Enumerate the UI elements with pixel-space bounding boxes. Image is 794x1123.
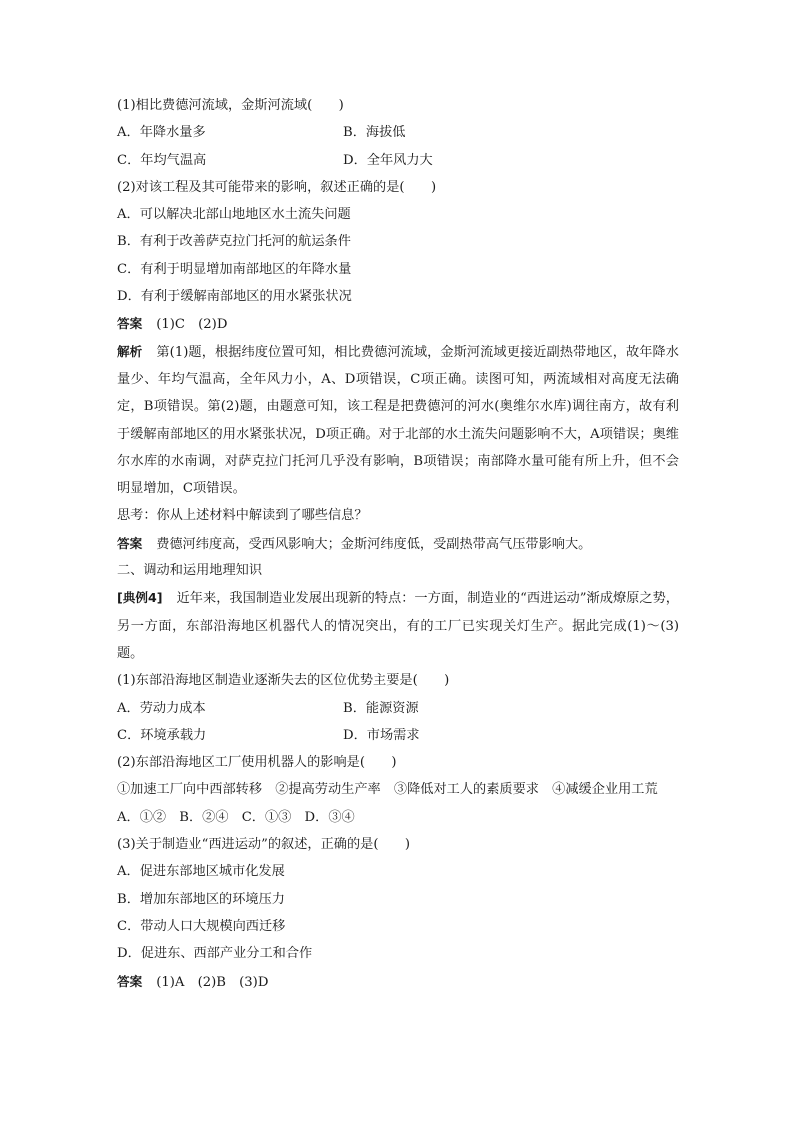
example-4-text: 近年来，我国制造业发展出现新的特点：一方面，制造业的“西进运动”渐成燎原之势，另一方面，东部沿海地区机器代人的情况突出，有的工厂已实现关灯生产。据此完成(1)～(3)题。 bbox=[117, 591, 679, 661]
example-4-question-1-option-a: A．劳动力成本 bbox=[117, 700, 206, 716]
question-2-option-b: B．有利于改善萨克拉门托河的航运条件 bbox=[117, 234, 351, 250]
think-answer-label: 答案 bbox=[117, 535, 143, 551]
question-1-options-row-2 bbox=[117, 147, 679, 174]
example-4-question-1-option-d: D．市场需求 bbox=[343, 727, 420, 743]
question-1-option-a: A．年降水量多 bbox=[117, 125, 206, 141]
example-4-question-2-statements: ①加速工厂向中西部转移 ②提高劳动生产率 ③降低对工人的素质要求 ④减缓企业用工荒 bbox=[117, 782, 658, 798]
question-2-option-d: D．有利于缓解南部地区的用水紧张状况 bbox=[117, 289, 352, 305]
question-1-options-row-1 bbox=[117, 119, 679, 146]
example-4-question-3-option-d: D．促进东、西部产业分工和合作 bbox=[117, 946, 313, 962]
answer-2-text: (1)A (2)B (3)D bbox=[156, 974, 269, 990]
example-4-question-1-options-row-2 bbox=[117, 722, 679, 749]
section-2-title: 二、调动和运用地理知识 bbox=[117, 563, 263, 579]
answer-block bbox=[117, 310, 679, 337]
answer-2-label: 答案 bbox=[117, 973, 143, 989]
analysis-text: 第(1)题，根据纬度位置可知，相比费德河流域，金斯河流域更接近副热带地区，故年降水量少、年均气温高，全年风力小，A、D项错误，C项正确。读图可知，两流域相对高度无法确定，B项错误。第(2)题，由题意可知，该工程是把费德河的河水(奥维尔水库)调往南方，故有利于缓解南部地区的用水紧张状况，D项正确。对于北部的水土流失问题影响不大，A项错误；奥维尔水库的水南调，对萨克拉门托河几乎没有影响，B项错误；南部降水量可能有所上升，但不会明显增加，C项错误。 bbox=[117, 344, 679, 497]
think-answer-text: 费德河纬度高，受西风影响大；金斯河纬度低，受副热带高气压带影响大。 bbox=[156, 536, 592, 552]
question-2-option-a: A．可以解决北部山地地区水土流失问题 bbox=[117, 207, 351, 223]
example-4-label: [典例4] bbox=[117, 590, 163, 606]
example-4-question-2-stem: (2)东部沿海地区工厂使用机器人的影响是( ) bbox=[117, 755, 397, 771]
think-prompt: 思考：你从上述材料中解读到了哪些信息？ bbox=[117, 508, 368, 524]
example-4-question-1-stem: (1)东部沿海地区制造业逐渐失去的区位优势主要是( ) bbox=[117, 673, 450, 689]
answer-text: (1)C (2)D bbox=[156, 317, 228, 333]
answer-2-block bbox=[117, 968, 679, 995]
example-4-question-2-options: A．①② B．②④ C．①③ D．③④ bbox=[117, 809, 355, 825]
example-4-question-3-option-c: C．带动人口大规模向西迁移 bbox=[117, 918, 286, 934]
example-4-question-1-options-row-1 bbox=[117, 695, 679, 722]
analysis-label: 解析 bbox=[117, 343, 143, 359]
question-1-option-d: D．全年风力大 bbox=[343, 152, 433, 168]
question-1-option-b: B．海拔低 bbox=[343, 125, 406, 141]
example-4-question-1-option-c: C．环境承载力 bbox=[117, 727, 207, 743]
example-4-question-1-option-b: B．能源资源 bbox=[343, 700, 419, 716]
question-2-stem: (2)对该工程及其可能带来的影响，叙述正确的是( ) bbox=[117, 179, 437, 195]
think-answer-block bbox=[117, 530, 679, 557]
question-1-option-c: C．年均气温高 bbox=[117, 152, 207, 168]
example-4-question-3-stem: (3)关于制造业“西进运动”的叙述，正确的是( ) bbox=[117, 837, 411, 853]
analysis-block bbox=[117, 338, 679, 503]
example-4-question-3-option-a: A．促进东部地区城市化发展 bbox=[117, 864, 285, 880]
answer-label: 答案 bbox=[117, 316, 143, 332]
example-4-block bbox=[117, 584, 679, 667]
question-2-option-c: C．有利于明显增加南部地区的年降水量 bbox=[117, 261, 352, 277]
example-4-question-3-option-b: B．增加东部地区的环境压力 bbox=[117, 891, 285, 907]
document-page bbox=[117, 92, 679, 995]
question-1-stem: (1)相比费德河流域，金斯河流域( ) bbox=[117, 98, 344, 113]
